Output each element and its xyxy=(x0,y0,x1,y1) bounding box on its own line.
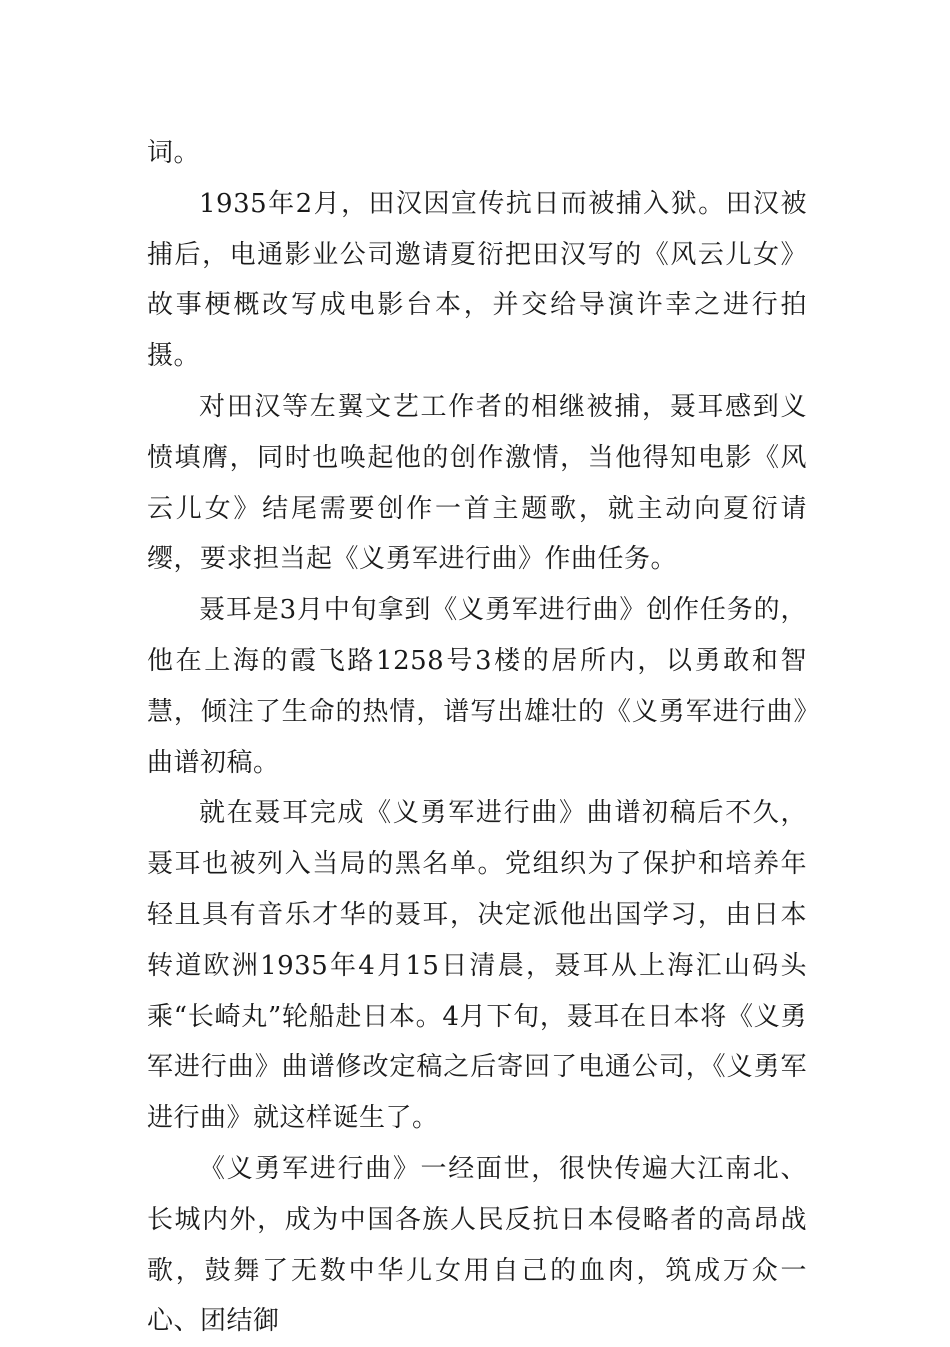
paragraph-continuation: 词。 xyxy=(147,138,201,168)
paragraph-song-spreads: 《义勇军进行曲》一经面世，很快传遍大江南北、长城内外，成为中国各族人民反抗日本侵略者的高昂战歌，鼓舞了无数中华儿女用自己的血肉，筑成万众一心、团结御 xyxy=(147,1153,807,1337)
paragraph-arrest-of-tian-han: 1935年2月，田汉因宣传抗日而被捕入狱。田汉被捕后，电通影业公司邀请夏衍把田汉写的《风云儿女》故事梗概改写成电影台本，并交给导演许幸之进行拍摄。 xyxy=(147,188,807,372)
paragraph-departure-to-japan: 就在聂耳完成《义勇军进行曲》曲谱初稿后不久，聂耳也被列入当局的黑名单。党组织为了保护和培养年轻且具有音乐才华的聂耳，决定派他出国学习，由日本转道欧洲1935年4月15日清晨，聂耳从上海汇山码头乘“长崎丸”轮船赴日本。4月下旬，聂耳在日本将《义勇军进行曲》曲谱修改定稿之后寄回了电通公司，《义勇军进行曲》就这样诞生了。 xyxy=(147,798,807,1134)
paragraph-nie-er-volunteers: 对田汉等左翼文艺工作者的相继被捕，聂耳感到义愤填膺，同时也唤起他的创作激情，当他得知电影《风云儿女》结尾需要创作一首主题歌，就主动向夏衍请缨，要求担当起《义勇军进行曲》作曲任务。 xyxy=(147,391,807,575)
body-text xyxy=(147,128,807,1347)
paragraph-composition-draft: 聂耳是3月中旬拿到《义勇军进行曲》创作任务的，他在上海的霞飞路1258号3楼的居所内，以勇敢和智慧，倾注了生命的热情，谱写出雄壮的《义勇军进行曲》曲谱初稿。 xyxy=(147,595,807,778)
